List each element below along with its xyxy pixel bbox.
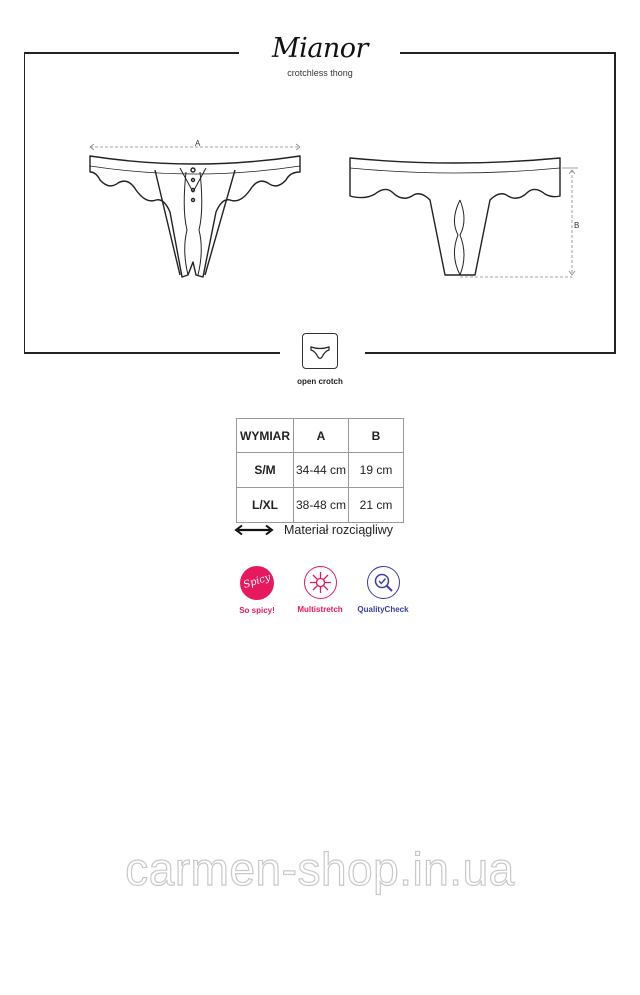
dimension-a-cell: 38-48 cm (294, 488, 349, 523)
quality-check-icon (367, 566, 400, 599)
double-arrow-icon (234, 524, 274, 536)
size-cell: S/M (237, 453, 294, 488)
badge-quality-check (351, 566, 415, 614)
badge-spicy (225, 566, 289, 615)
column-header: WYMIAR (237, 419, 294, 453)
badge-label: QualityCheck (357, 605, 409, 614)
watermark: carmen-shop.in.ua (125, 843, 515, 895)
table-header-row (237, 419, 404, 453)
dimension-b-label: B (574, 221, 580, 230)
multistretch-icon (304, 566, 337, 599)
feature-label: open crotch (297, 377, 343, 386)
product-subtitle: crotchless thong (287, 68, 353, 78)
size-cell: L/XL (237, 488, 294, 523)
thong-icon (302, 333, 338, 369)
front-view-drawing (90, 156, 300, 277)
brand-logo: Mianor (272, 33, 368, 64)
back-view-drawing (350, 158, 560, 275)
table-row (237, 453, 404, 488)
technical-drawing (0, 0, 640, 360)
feature-badges (225, 566, 415, 626)
stretch-text: Materiał rozciągliwy (284, 523, 394, 537)
column-header: B (349, 419, 404, 453)
badge-multistretch (288, 566, 352, 614)
size-table (236, 418, 404, 523)
dimension-b-cell: 19 cm (349, 453, 404, 488)
badge-label: So spicy! (239, 606, 275, 615)
dimension-a-cell: 34-44 cm (294, 453, 349, 488)
open-crotch-feature (280, 333, 360, 386)
table-row (237, 488, 404, 523)
spicy-icon: Spicy (240, 566, 274, 600)
stretch-note (234, 521, 393, 539)
badge-label: Multistretch (297, 605, 343, 614)
dimension-a-label: A (195, 139, 201, 148)
column-header: A (294, 419, 349, 453)
dimension-b-cell: 21 cm (349, 488, 404, 523)
